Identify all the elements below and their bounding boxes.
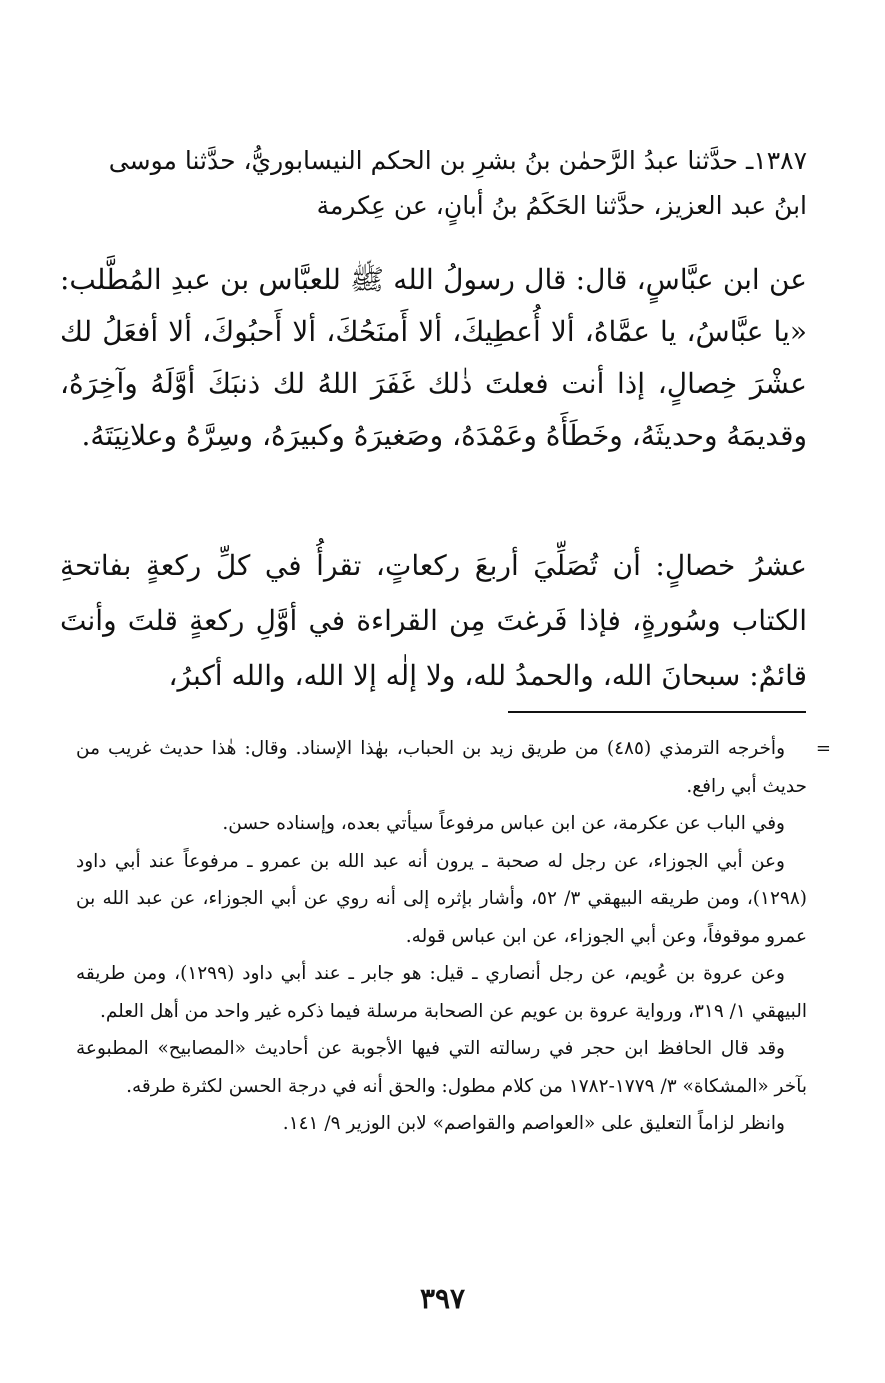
page-number: ٣٩٧ bbox=[419, 1282, 466, 1315]
continuation-mark: = bbox=[815, 738, 831, 759]
footnote-paragraph: وانظر لزاماً التعليق على «العواصم والقواصم» لابن الوزير ٩/ ١٤١. bbox=[282, 1113, 785, 1134]
hadith-paragraph-1: عن ابن عبَّاسٍ، قال: قال رسولُ الله ﷺ للعبَّاس بن عبدِ المُطَّلب: «يا عبَّاسُ، يا عمَّاهُ، ألا أُعطِيكَ، ألا أَمنَحُكَ، ألا أَحبُوكَ، ألا أفعَلُ لك عشْرَ خِصالٍ، إذا أنت فعلتَ ذٰلك غَفَرَ اللهُ لك ذنبَكَ أوَّلَهُ وآخِرَهُ، وقديمَهُ وحديثَهُ، وخَطَأَهُ وعَمْدَهُ، وصَغيرَهُ وكبيرَهُ، وسِرَّهُ وعلانِيَتَهُ. bbox=[60, 263, 807, 452]
footnote-separator bbox=[508, 711, 806, 713]
hadith-text-paragraph-1 bbox=[60, 254, 807, 462]
hadith-paragraph-2: عشرُ خصالٍ: أن تُصَلِّيَ أربعَ ركعاتٍ، تقرأُ في كلِّ ركعةٍ بفاتحةِ الكتاب وسُورةٍ، فإذا فَرغتَ مِن القراءة في أوَّلِ ركعةٍ قلتَ وأنتَ قائمٌ: سبحانَ الله، والحمدُ لله، ولا إلٰه إلا الله، والله أكبرُ، bbox=[60, 549, 807, 692]
isnad-line-1: ١٣٨٧ـ حدَّثنا عبدُ الرَّحمٰن بنُ بشرِ بن الحكم النيسابوريُّ، حدَّثنا موسى bbox=[108, 146, 807, 175]
hadith-text-paragraph-2 bbox=[60, 538, 807, 703]
footnote-text: وأخرجه الترمذي (٤٨٥) من طريق زيد بن الحباب، بهٰذا الإسناد. وقال: هٰذا حديث غريب من حديث أبي رافع. bbox=[76, 738, 807, 797]
footnote-paragraph bbox=[76, 730, 831, 805]
footnote-paragraph: وعن أبي الجوزاء، عن رجل له صحبة ـ يرون أنه عبد الله بن عمرو ـ مرفوعاً عند أبي داود (١٢٩٨)، ومن طريقه البيهقي ٣/ ٥٢، وأشار بإثره إلى أنه روي عن أبي الجوزاء، عن عبد الله بن عمرو موقوفاً، وعن أبي الجوزاء، عن ابن عباس قوله. bbox=[76, 850, 807, 947]
footnotes bbox=[76, 730, 831, 1143]
hadith-isnad bbox=[60, 138, 807, 228]
isnad-line-2: ابنُ عبد العزيز، حدَّثنا الحَكَمُ بنُ أبانٍ، عن عِكرمة bbox=[316, 191, 807, 220]
footnote-paragraph: وقد قال الحافظ ابن حجر في رسالته التي فيها الأجوبة عن أحاديث «المصابيح» المطبوعة بآخر «المشكاة» ٣/ ١٧٧٩-١٧٨٢ من كلام مطول: والحق أنه في درجة الحسن لكثرة طرقه. bbox=[76, 1038, 807, 1097]
footnote-paragraph: وعن عروة بن عُويم، عن رجل أنصاري ـ قيل: هو جابر ـ عند أبي داود (١٢٩٩)، ومن طريقه البيهقي ١/ ٣١٩، ورواية عروة بن عويم عن الصحابة مرسلة فيما ذكره غير واحد من أهل العلم. bbox=[76, 963, 807, 1022]
footnote-paragraph: وفي الباب عن عكرمة، عن ابن عباس مرفوعاً سيأتي بعده، وإسناده حسن. bbox=[222, 813, 785, 834]
